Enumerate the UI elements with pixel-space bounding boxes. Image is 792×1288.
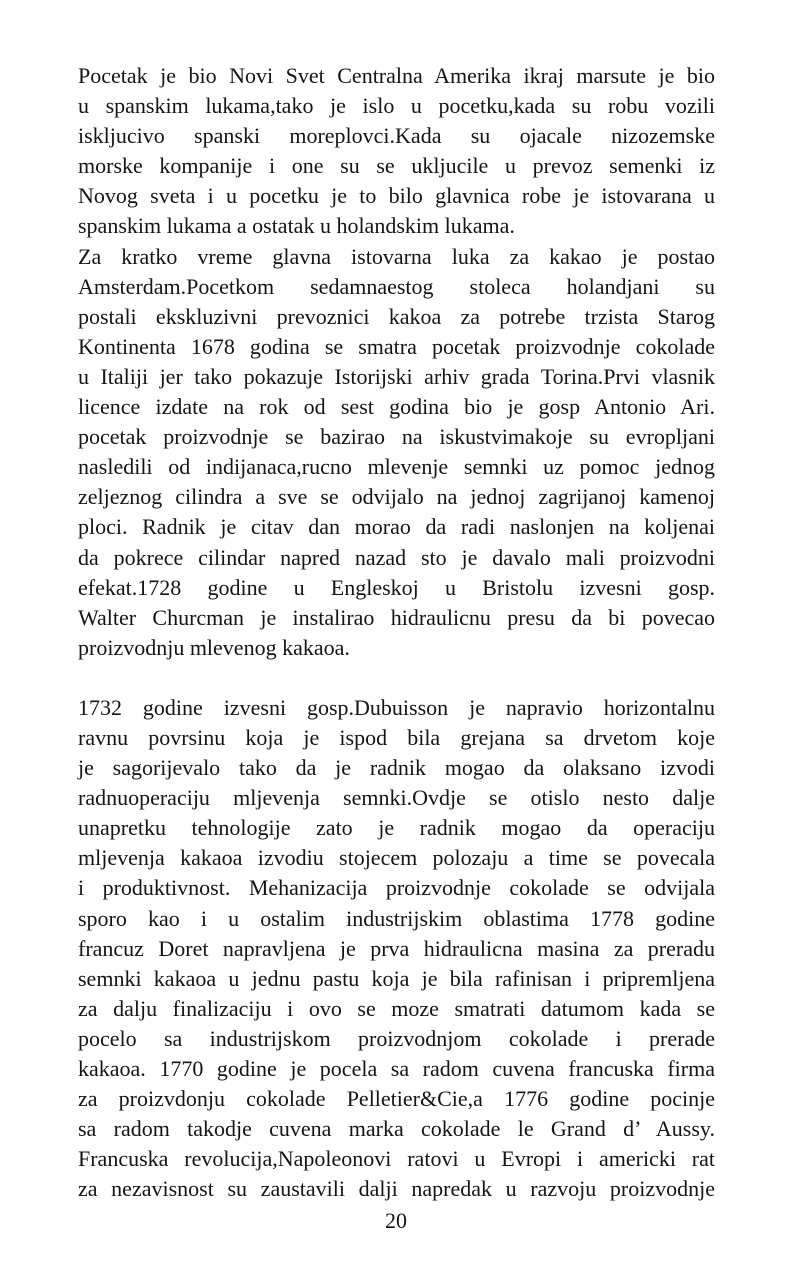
- text-line: nasledili od indijanaca,rucno mlevenje semnki uz pomoc jednog: [78, 454, 715, 480]
- paragraph: [78, 242, 715, 663]
- text-line: spanskim lukama a ostatak u holandskim lukama.: [78, 213, 515, 239]
- text-line: je sagorijevalo tako da je radnik mogao da olaksano izvodi: [78, 755, 715, 781]
- text-line: u spanskim lukama,tako je islo u pocetku,kada su robu vozili: [78, 93, 715, 119]
- paragraph: [78, 61, 715, 242]
- text-line: iskljucivo spanski moreplovci.Kada su ojacale nizozemske: [78, 123, 715, 149]
- text-line: za proizvdonju cokolade Pelletier&Cie,a 1776 godine pocinje: [78, 1086, 715, 1112]
- text-line: za nezavisnost su zaustavili dalji napredak u razvoju proizvodnje: [78, 1176, 715, 1202]
- text-line: 1732 godine izvesni gosp.Dubuisson je napravio horizontalnu: [78, 694, 715, 720]
- text-line: sporo kao i u ostalim industrijskim oblastima 1778 godine: [78, 905, 715, 931]
- text-line: morske kompanije i one su se ukljucile u prevoz semenki iz: [78, 153, 715, 179]
- text-line: pocetak proizvodnje se bazirao na iskustvimakoje su evropljani: [78, 424, 715, 450]
- text-line: unapretku tehnologije zato je radnik mogao da operaciju: [78, 815, 715, 841]
- text-line: postali ekskluzivni prevoznici kakoa za potrebe trzista Starog: [78, 303, 715, 329]
- text-line: Kontinenta 1678 godina se smatra pocetak proizvodnje cokolade: [78, 333, 715, 359]
- text-line: Za kratko vreme glavna istovarna luka za kakao je postao: [78, 243, 715, 269]
- paragraph: [78, 693, 715, 1205]
- text-line: i produktivnost. Mehanizacija proizvodnje cokolade se odvijala: [78, 875, 715, 901]
- text-line: licence izdate na rok od sest godina bio je gosp Antonio Ari.: [78, 394, 715, 420]
- text-line: u Italiji jer tako pokazuje Istorijski arhiv grada Torina.Prvi vlasnik: [78, 363, 715, 389]
- text-line: Pocetak je bio Novi Svet Centralna Amerika ikraj marsute je bio: [78, 63, 715, 88]
- text-line: da pokrece cilindar napred nazad sto je davalo mali proizvodni: [78, 544, 715, 570]
- text-line: ravnu povrsinu koja je ispod bila grejana sa drvetom koje: [78, 724, 715, 750]
- text-line: proizvodnju mlevenog kakaoa.: [78, 634, 350, 660]
- text-line: semnki kakaoa u jednu pastu koja je bila rafinisan i pripremljena: [78, 965, 715, 991]
- text-line: pocelo sa industrijskom proizvodnjom cokolade i prerade: [78, 1025, 715, 1051]
- text-line: sa radom takodje cuvena marka cokolade le Grand d’ Aussy.: [78, 1116, 715, 1142]
- text-line: Amsterdam.Pocetkom sedamnaestog stoleca holandjani su: [78, 273, 715, 299]
- text-line: ploci. Radnik je citav dan morao da radi naslonjen na koljenai: [78, 514, 715, 540]
- text-line: mljevenja kakaoa izvodiu stojecem polozaju a time se povecala: [78, 845, 715, 871]
- text-line: zeljeznog cilindra a sve se odvijalo na jednoj zagrijanoj kamenoj: [78, 484, 715, 510]
- text-line: za dalju finalizaciju i ovo se moze smatrati datumom kada se: [78, 995, 715, 1021]
- text-line: Novog sveta i u pocetku je to bilo glavnica robe je istovarana u: [78, 183, 715, 209]
- text-line: kakaoa. 1770 godine je pocela sa radom cuvena francuska firma: [78, 1056, 715, 1081]
- text-line: Walter Churcman je instalirao hidraulicnu presu da bi povecao: [78, 604, 715, 630]
- text-line: Francuska revolucija,Napoleonovi ratovi u Evropi i americki rat: [78, 1146, 715, 1172]
- page-text-block: [78, 61, 715, 1204]
- text-line: efekat.1728 godine u Engleskoj u Bristolu izvesni gosp.: [78, 574, 715, 600]
- page-number: 20: [385, 1208, 407, 1233]
- text-line: francuz Doret napravljena je prva hidraulicna masina za preradu: [78, 935, 715, 961]
- text-line: radnuoperaciju mljevenja semnki.Ovdje se otislo nesto dalje: [78, 785, 715, 811]
